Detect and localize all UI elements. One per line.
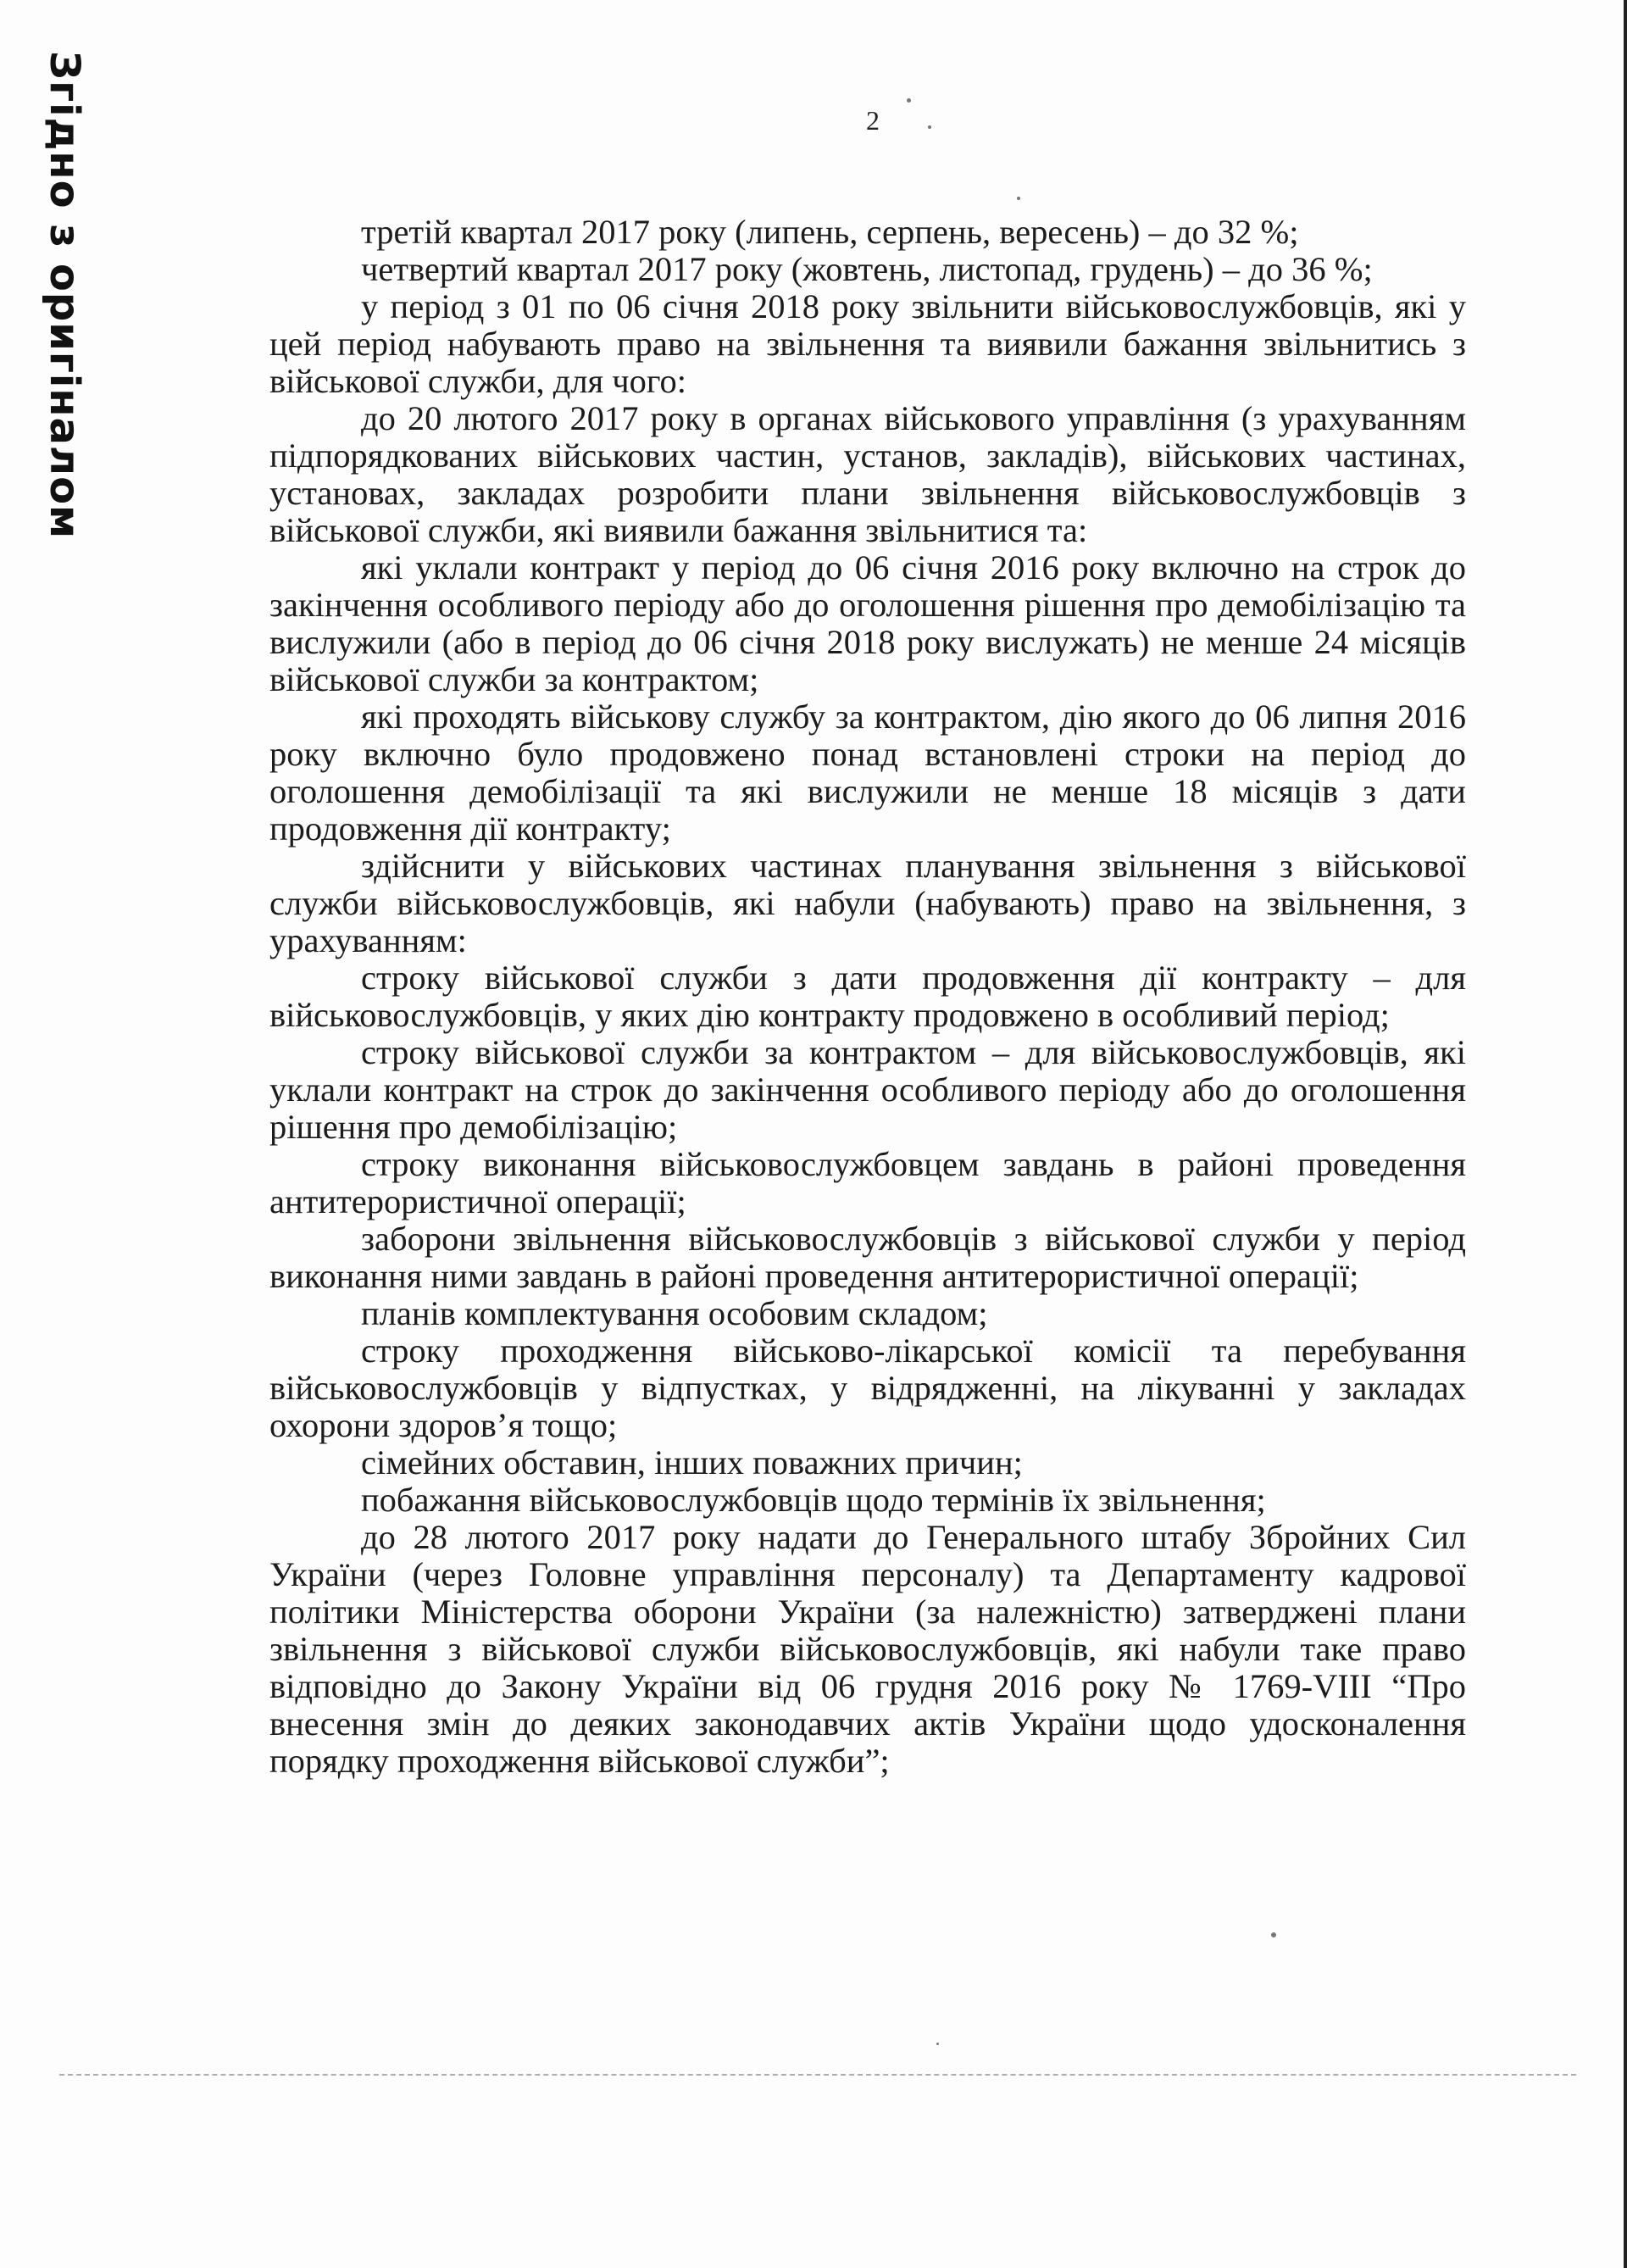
paragraph: які уклали контракт у період до 06 січня 2016 року включно на строк до закінчення особливого періоду або до оголошення рішення про демобілізацію та вислужили (або в період до 06 січня 2018 року вислужать) не менше 24 місяців військової служби за контрактом; <box>269 548 1466 698</box>
paragraph: строку військової служби за контрактом – для військовослужбовців, які уклали контракт на строк до закінчення особливого періоду або до оголошення рішення про демобілізацію; <box>269 1033 1466 1146</box>
scan-speck <box>1017 197 1020 200</box>
paragraph: планів комплектування особовим складом; <box>361 1294 988 1332</box>
paragraph: строку проходження військово-лікарської комісії та перебування військовослужбовців у відпустках, у відрядженні, на лікуванні у закладах охорони здоров’я тощо; <box>269 1331 1466 1444</box>
scan-speck <box>1271 1932 1276 1937</box>
paragraph: заборони звільнення військовослужбовців з військової служби у період виконання ними завдань в районі проведення антитерористичної операції; <box>269 1220 1466 1295</box>
document-body <box>269 214 1466 1780</box>
paragraph: побажання військовослужбовців щодо термінів їх звільнення; <box>361 1481 1266 1519</box>
scan-speck <box>936 2043 939 2045</box>
paragraph: сімейних обставин, інших поважних причин; <box>361 1443 1023 1481</box>
paragraph: які проходять військову службу за контрактом, дію якого до 06 липня 2016 року включно було продовжено понад встановлені строки на період до оголошення демобілізації та які вислужили не менше 18 місяців з дати продовження дії контракту; <box>269 698 1466 848</box>
paragraph: третій квартал 2017 року (липень, серпень, вересень) – до 32 %; <box>361 213 1299 251</box>
paragraph: четвертий квартал 2017 року (жовтень, листопад, грудень) – до 36 %; <box>361 250 1373 288</box>
paragraph: у період з 01 по 06 січня 2018 року звільнити військовослужбовців, які у цей період набувають право на звільнення та виявили бажання звільнитись з військової служби, для чого: <box>269 287 1466 400</box>
scan-speck <box>928 125 931 129</box>
paragraph: строку виконання військовослужбовцем завдань в районі проведення антитерористичної операції; <box>269 1145 1466 1220</box>
scan-fold-line <box>59 2074 1576 2076</box>
scan-edge <box>1624 0 1627 2268</box>
paragraph: до 20 лютого 2017 року в органах військового управління (з урахуванням підпорядкованих військових частин, установ, закладів), військових частинах, установах, закладах розробити плани звільнення військовослужбовців з військової служби, які виявили бажання звільнитися та: <box>269 399 1466 549</box>
page-number: 2 <box>866 105 880 136</box>
paragraph: строку військової служби з дати продовження дії контракту – для військовослужбовців, у яких дію контракту продовжено в особливий період; <box>269 959 1466 1034</box>
certification-stamp: Згідно з оригіналом <box>41 51 88 540</box>
paragraph: до 28 лютого 2017 року надати до Генерального штабу Збройних Сил України (через Головне управління персоналу) та Департаменту кадрової політики Міністерства оборони України (за належністю) затверджені плани звільнення з військової служби військовослужбовців, які набули таке право відповідно до Закону України від 06 грудня 2016 року № 1769-VIII “Про внесення змін до деяких законодавчих актів України щодо удосконалення порядку проходження військової служби”; <box>269 1518 1466 1780</box>
paragraph: здійснити у військових частинах планування звільнення з військової служби військовослужбовців, які набули (набувають) право на звільнення, з урахуванням: <box>269 847 1466 959</box>
scan-speck <box>907 98 911 103</box>
